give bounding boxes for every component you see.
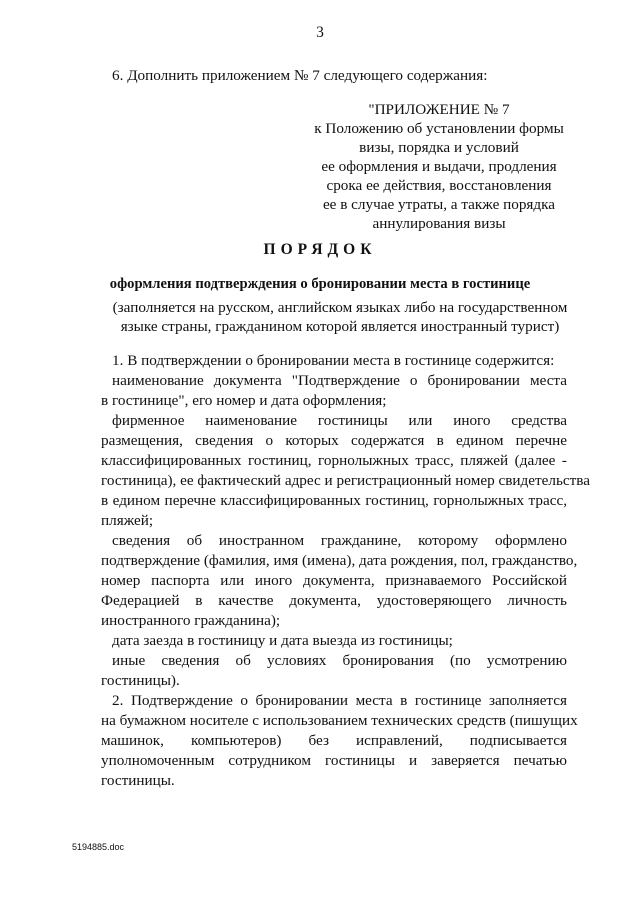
body-line: размещения, сведения о которых содержатся в едином перечне	[101, 432, 567, 449]
appendix-line: визы, порядка и условий	[359, 139, 519, 156]
body-line: дата заезда в гостиницу и дата выезда из гостиницы;	[112, 632, 453, 649]
clause-2-heading: 2. Подтверждение о бронировании места в гостинице заполняется	[112, 692, 567, 709]
appendix-line: срока ее действия, восстановления	[326, 177, 552, 194]
footer-filename: 5194885.doc	[72, 842, 125, 852]
page-number: 3	[316, 24, 324, 41]
body-line: гостиница), ее фактический адрес и регистрационный номер свидетельства	[101, 472, 590, 489]
body-line: на бумажном носителе с использованием технических средств (пишущих	[101, 712, 578, 729]
appendix-line: к Положению об установлении формы	[314, 120, 564, 137]
clause-1-heading: 1. В подтверждении о бронировании места в гостинице содержится:	[112, 352, 555, 369]
intro-line: 6. Дополнить приложением № 7 следующего содержания:	[112, 67, 488, 84]
document-subtitle: оформления подтверждения о бронировании места в гостинице	[109, 276, 531, 292]
appendix-line: ее оформления и выдачи, продления	[321, 158, 557, 175]
note-line: языке страны, гражданином которой является иностранный турист)	[120, 318, 560, 335]
body-line: иностранного гражданина);	[101, 612, 281, 629]
body-line: номер паспорта или иного документа, признаваемого Российской	[101, 572, 567, 589]
document-title: ПОРЯДОК	[263, 241, 377, 258]
body-line: машинок, компьютеров) без исправлений, подписывается	[101, 732, 567, 749]
appendix-line: "ПРИЛОЖЕНИЕ № 7	[368, 101, 510, 118]
body-line: пляжей;	[101, 512, 154, 529]
body-line: гостиницы.	[101, 772, 175, 789]
body-line: подтверждение (фамилия, имя (имена), дата рождения, пол, гражданство,	[101, 552, 578, 569]
body-line: в гостинице", его номер и дата оформления;	[101, 392, 387, 409]
body-line: гостиницы).	[101, 672, 180, 689]
appendix-line: аннулирования визы	[372, 215, 506, 232]
appendix-line: ее в случае утраты, а также порядка	[322, 196, 556, 213]
note-line: (заполняется на русском, английском языках либо на государственном	[112, 299, 568, 316]
body-line: Федерацией в качестве документа, удостоверяющего личность	[101, 592, 567, 609]
body-line: иные сведения об условиях бронирования (по усмотрению	[112, 652, 567, 669]
body-line: наименование документа "Подтверждение о бронировании места	[112, 372, 567, 389]
body-line: классифицированных гостиниц, горнолыжных трасс, пляжей (далее -	[101, 452, 567, 469]
body-line: в едином перечне классифицированных гостиниц, горнолыжных трасс,	[101, 492, 567, 509]
body-line: сведения об иностранном гражданине, которому оформлено	[112, 532, 567, 549]
body-line: уполномоченным сотрудником гостиницы и заверяется печатью	[101, 752, 567, 769]
body-line: фирменное наименование гостиницы или иного средства	[112, 412, 567, 429]
